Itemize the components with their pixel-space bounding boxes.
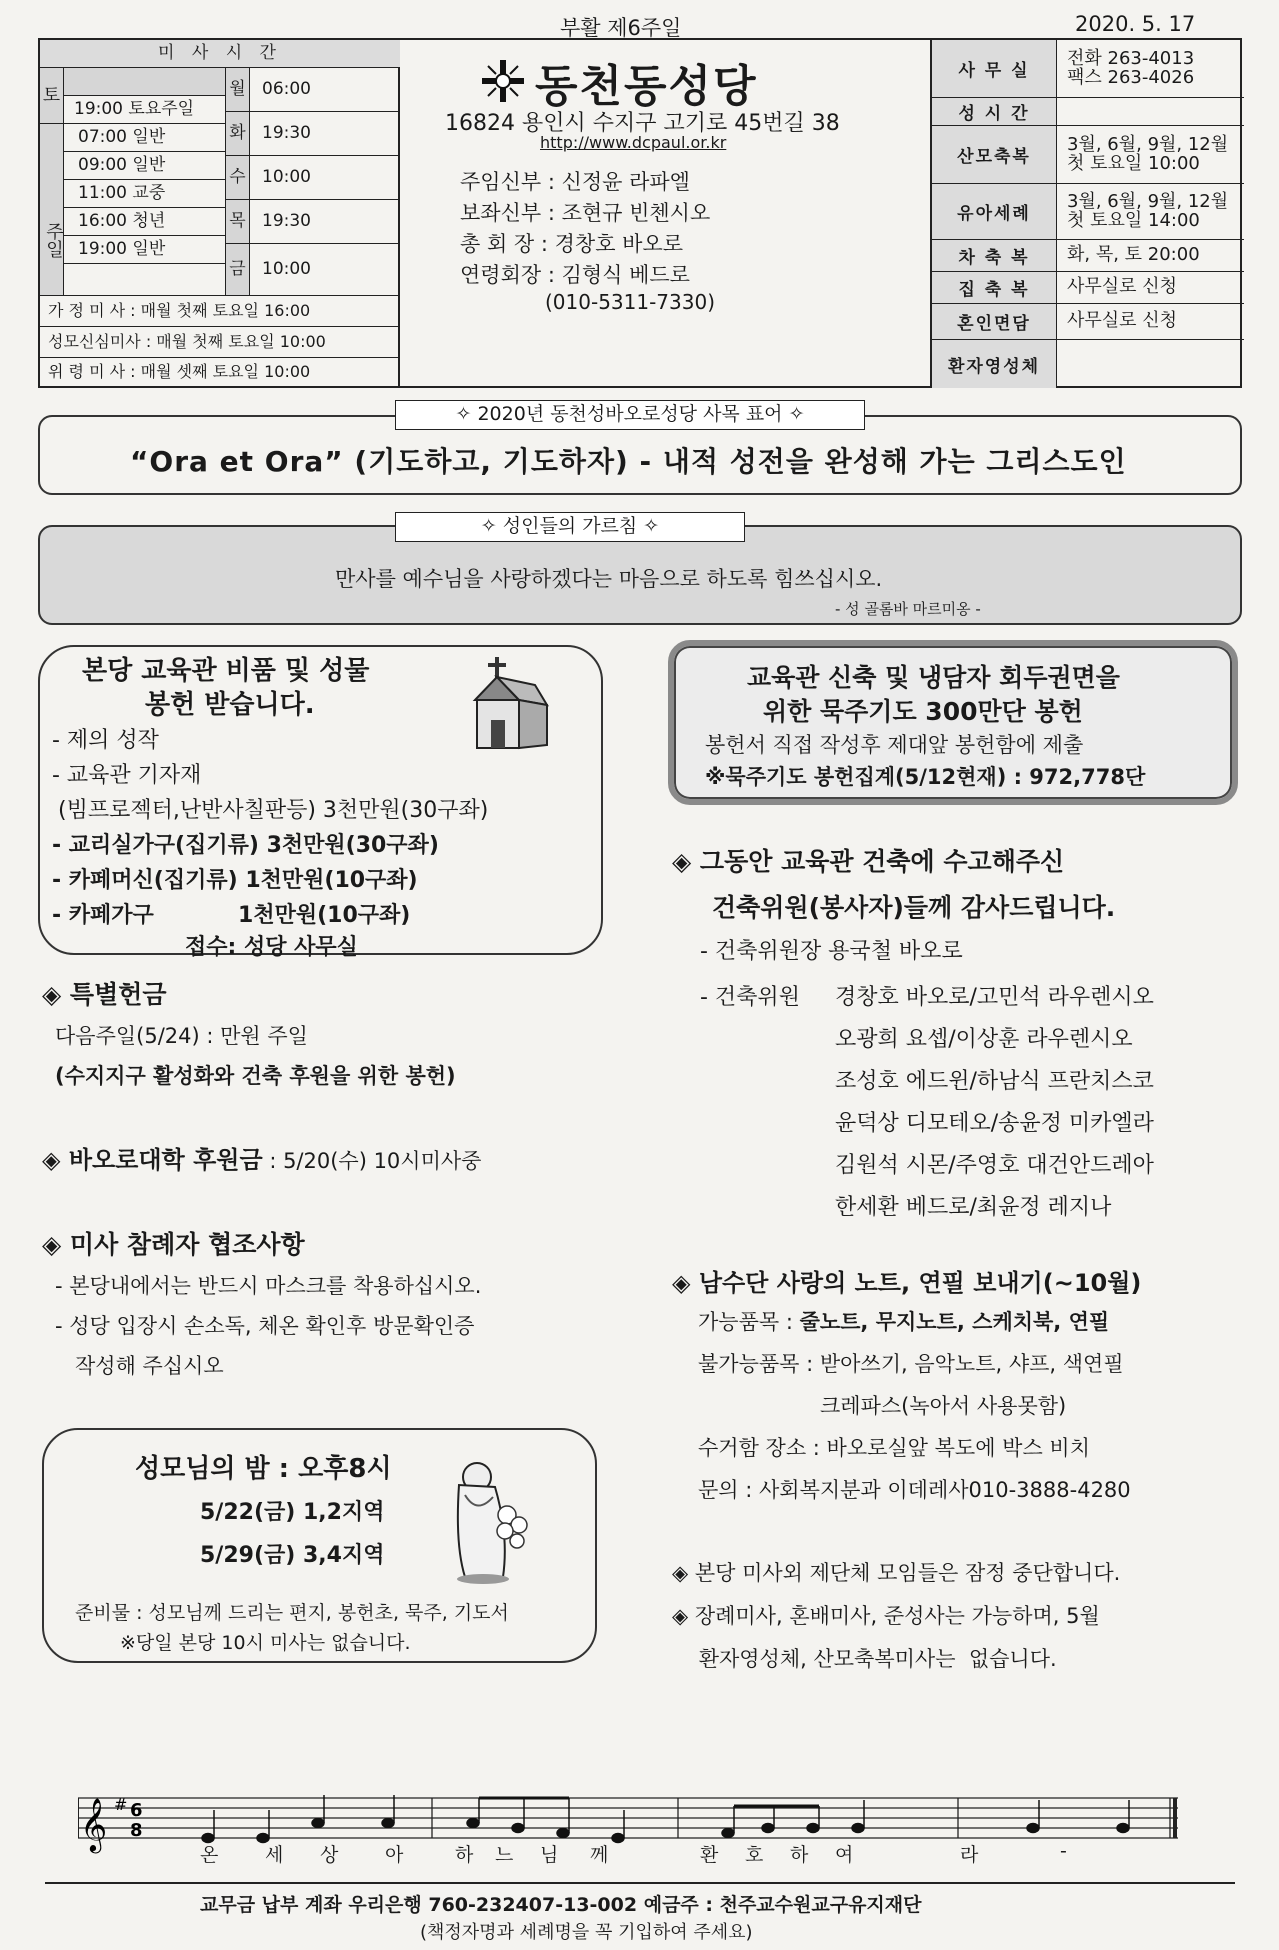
paul-univ-detail: : 5/20(수) 10시미사중 <box>262 1149 482 1173</box>
mary-statue-icon <box>445 1455 535 1585</box>
office-row: 집 축 복 사무실로 신청 <box>932 272 1244 304</box>
lyric-syllable: 느 <box>495 1844 516 1866</box>
notebook-not-ok: 불가능품목 : 받아쓰기, 음악노트, 샤프, 색연필 <box>698 1352 1124 1376</box>
special-offering-date: 다음주일(5/24) : 만원 주일 <box>55 1024 308 1048</box>
building-member: 경창호 바오로/고민석 라우렌시오 <box>835 985 1154 1010</box>
donation-title-2: 봉헌 받습니다. <box>145 690 315 720</box>
mass-notes-title: ◈ 미사 참례자 협조사항 <box>42 1230 305 1259</box>
donation-title: 본당 교육관 비품 및 성물 <box>82 656 370 686</box>
footer-rule <box>45 1882 1235 1884</box>
thanks-title: ◈ 그동안 교육관 건축에 수고해주신 <box>672 847 1065 876</box>
mass-sun-time: 16:00 청년 <box>64 208 226 236</box>
motto-tag: ✧ 2020년 동천성바오로성당 사목 표어 ✧ <box>395 400 865 430</box>
office-row: 사 무 실 전화 263-4013 팩스 263-4026 <box>932 40 1244 98</box>
weekday-time: 19:30 <box>250 200 400 244</box>
church-url[interactable]: http://www.dcpaul.or.kr <box>540 133 727 152</box>
weekday-time: 06:00 <box>250 68 400 112</box>
lyric-syllable: 환 <box>700 1844 721 1866</box>
saints-tag: ✧ 성인들의 가르침 ✧ <box>395 512 745 542</box>
mary-night-prep: 준비물 : 성모님께 드리는 편지, 봉헌초, 묵주, 기도서 <box>75 1602 509 1624</box>
requiem-mass: 위 령 미 사 : 매월 셋째 토요일 10:00 <box>48 362 311 381</box>
thanks-title-2: 건축위원(봉사자)들께 감사드립니다. <box>712 893 1116 922</box>
office-row: 산모축복 3월, 6월, 9월, 12월 첫 토요일 10:00 <box>932 126 1244 184</box>
issue-date: 2020. 5. 17 <box>1075 12 1196 36</box>
notebook-place: 수거함 장소 : 바오로실앞 복도에 박스 비치 <box>698 1436 1090 1460</box>
lyric-syllable: 세 <box>265 1844 286 1866</box>
church-info <box>400 40 930 388</box>
donation-footer: 접수: 성당 사무실 <box>185 935 358 960</box>
saints-quote: 만사를 예수님을 사랑하겠다는 마음으로 하도록 힘쓰십시오. <box>335 567 883 591</box>
weekday-label: 월 <box>226 68 250 112</box>
motto-text: “Ora et Ora” (기도하고, 기도하자) - 내적 성전을 완성해 가는 그리스도인 <box>130 445 1127 478</box>
mary-night-date: 5/29(금) 3,4지역 <box>200 1543 385 1568</box>
weekday-label: 수 <box>226 156 250 200</box>
dues-account: 교무금 납부 계좌 우리은행 760-232407-13-002 예금주 : 천주교수원교구유지재단 <box>200 1894 922 1916</box>
office-row: 차 축 복 화, 목, 토 20:00 <box>932 240 1244 272</box>
council-president: 총 회 장 : 경창호 바오로 <box>460 232 684 256</box>
donation-item: - 제의 성작 <box>52 728 159 753</box>
building-member: 한세환 베드로/최윤정 레지나 <box>835 1195 1112 1220</box>
saints-source: - 성 골롬바 마르미옹 - <box>835 600 981 618</box>
mass-sun-time: 19:00 일반 <box>64 236 226 264</box>
lyric-syllable: - <box>1060 1840 1069 1862</box>
paul-univ <box>42 1140 481 1175</box>
svg-text:6: 6 <box>130 1800 143 1821</box>
notice: ◈ 본당 미사외 제단체 모임들은 잠정 중단합니다. <box>672 1561 1121 1585</box>
mass-schedule <box>40 40 400 388</box>
lyric-syllable: 하 <box>455 1844 476 1866</box>
mass-sun-time: 09:00 일반 <box>64 152 226 180</box>
weekday-label: 화 <box>226 112 250 156</box>
building-member: 조성호 에드윈/하남식 프란치스코 <box>835 1069 1154 1094</box>
svg-text:𝄞: 𝄞 <box>80 1797 108 1851</box>
office-row: 혼인면담 사무실로 신청 <box>932 304 1244 340</box>
weekday-label: 금 <box>226 244 250 296</box>
chapel-icon <box>455 655 550 755</box>
dues-note: (책정자명과 세례명을 꼭 기입하여 주세요) <box>420 1922 753 1943</box>
notebook-ok: 가능품목 : 줄노트, 무지노트, 스케치북, 연필 <box>698 1310 1110 1334</box>
office-row: 성 시 간 <box>932 98 1244 126</box>
mass-note: - 본당내에서는 반드시 마스크를 착용하십시오. <box>55 1274 482 1298</box>
donation-item: - 교리실가구(집기류) 3천만원(30구좌) <box>52 833 439 858</box>
lyric-syllable: 온 <box>200 1844 221 1866</box>
lyric-syllable: 여 <box>835 1844 856 1866</box>
mary-night-title: 성모님의 밤 : 오후8시 <box>135 1454 392 1484</box>
weekday-label: 목 <box>226 200 250 244</box>
rosary-count: ※묵주기도 봉헌집계(5/12현재) : 972,778단 <box>705 765 1146 789</box>
weekday-time: 10:00 <box>250 244 400 296</box>
donation-item: - 카페가구 1천만원(10구좌) <box>52 903 411 928</box>
pastor: 주임신부 : 신정윤 라파엘 <box>460 170 690 194</box>
lyric-syllable: 호 <box>745 1844 766 1866</box>
music-staff <box>78 1788 1178 1858</box>
building-member: 김원석 시몬/주영호 대건안드레아 <box>835 1153 1154 1178</box>
office-row: 환자영성체 <box>932 340 1244 388</box>
building-member: 오광희 요셉/이상훈 라우렌시오 <box>835 1027 1133 1052</box>
lyric-syllable: 아 <box>385 1844 406 1866</box>
notebook-contact: 문의 : 사회복지분과 이데레사010-3888-4280 <box>698 1478 1131 1502</box>
saturday-label: 토 <box>40 68 64 124</box>
special-offering-title: ◈ 특별헌금 <box>42 980 167 1009</box>
rosary-line-1: 교육관 신축 및 냉담자 회두권면을 <box>747 663 1120 692</box>
assistant-priest: 보좌신부 : 조현규 빈첸시오 <box>460 201 711 225</box>
family-mass: 가 정 미 사 : 매월 첫째 토요일 16:00 <box>40 296 400 327</box>
mass-schedule-caption: 미 사 시 간 <box>40 40 400 68</box>
lyric-syllable: 하 <box>790 1844 811 1866</box>
office-row: 유아세례 3월, 6월, 9월, 12월 첫 토요일 14:00 <box>932 184 1244 240</box>
funeral-phone: (010-5311-7330) <box>545 290 716 314</box>
notebook-not-ok-2: 크레파스(녹아서 사용못함) <box>820 1394 1067 1418</box>
notice: 환자영성체, 산모축복미사는 없습니다. <box>672 1647 1057 1671</box>
header-panel <box>38 38 1242 388</box>
lyric-syllable: 께 <box>590 1844 611 1866</box>
mass-sun-time: 11:00 교중 <box>64 180 226 208</box>
mass-sat-time: 19:00 토요주일 <box>64 96 226 124</box>
lyric-syllable: 님 <box>540 1844 561 1866</box>
building-members-label: - 건축위원 <box>700 985 800 1010</box>
special-offering-purpose: (수지지구 활성화와 건축 후원을 위한 봉헌) <box>55 1064 456 1088</box>
svg-text:8: 8 <box>130 1820 143 1841</box>
notebook-title: ◈ 남수단 사랑의 노트, 연필 보내기(~10월) <box>672 1269 1142 1297</box>
office-info <box>930 40 1242 388</box>
donation-item: (빔프로젝터,난반사칠판등) 3천만원(30구좌) <box>58 798 489 823</box>
paul-univ-title: ◈ 바오로대학 후원금 <box>42 1146 263 1174</box>
svg-text:#: # <box>114 1795 128 1814</box>
mass-sun-time: 07:00 일반 <box>64 124 226 152</box>
mass-note: - 성당 입장시 손소독, 체온 확인후 방문확인증 <box>55 1314 475 1338</box>
rosary-line-3: 봉헌서 직접 작성후 제대앞 봉헌함에 제출 <box>705 733 1084 757</box>
donation-item: - 카페머신(집기류) 1천만원(10구좌) <box>52 868 418 893</box>
rosary-line-2: 위한 묵주기도 300만단 봉헌 <box>763 697 1083 726</box>
church-name: 동천동성당 <box>535 61 758 112</box>
mary-night-date: 5/22(금) 1,2지역 <box>200 1500 385 1525</box>
funeral-head: 연령회장 : 김형식 베드로 <box>460 263 690 287</box>
marian-mass: 성모신심미사 : 매월 첫째 토요일 10:00 <box>40 327 400 358</box>
sunday-label: 주일 <box>40 124 64 296</box>
building-chair: - 건축위원장 용국철 바오로 <box>700 939 963 964</box>
donation-item: - 교육관 기자재 <box>52 763 202 788</box>
notice: ◈ 장례미사, 혼배미사, 준성사는 가능하며, 5월 <box>672 1604 1100 1628</box>
building-member: 윤덕상 디모테오/송윤정 미카엘라 <box>835 1111 1154 1136</box>
lyric-syllable: 라 <box>960 1844 981 1866</box>
church-address: 16824 용인시 수지구 고기로 45번길 38 <box>445 111 840 136</box>
mass-note: 작성해 주십시오 <box>55 1354 224 1378</box>
weekday-time: 10:00 <box>250 156 400 200</box>
weekday-time: 19:30 <box>250 112 400 156</box>
mary-night-note: ※당일 본당 10시 미사는 없습니다. <box>120 1632 411 1654</box>
lyric-syllable: 상 <box>320 1844 341 1866</box>
cross-logo-icon <box>480 58 526 104</box>
liturgical-week: 부활 제6주일 <box>560 16 682 40</box>
